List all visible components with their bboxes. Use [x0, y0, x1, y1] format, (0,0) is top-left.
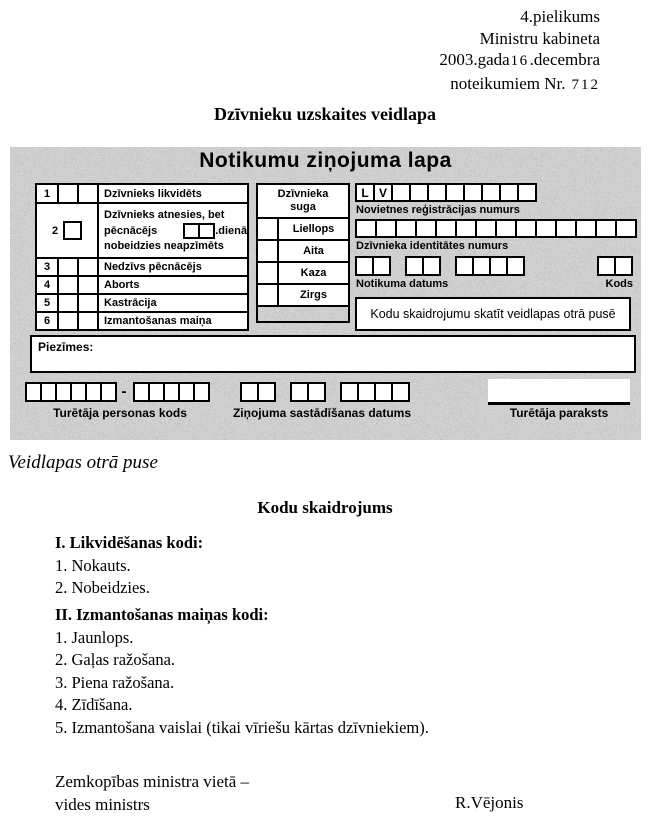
- mark-box: [77, 313, 97, 329]
- event-report-form: [10, 147, 641, 440]
- digit-box: [555, 219, 577, 238]
- registration-numbers-column: [355, 183, 637, 331]
- code-item: 1. Nokauts.: [55, 555, 131, 575]
- digit-box: [615, 219, 637, 238]
- species-checkbox: [258, 219, 279, 239]
- code-item: 3. Piena ražošana.: [55, 672, 175, 692]
- section-title: II. Izmantošanas maiņas kodi:: [55, 605, 269, 624]
- digit-box: [391, 382, 410, 402]
- event-number: 3: [37, 259, 59, 275]
- digit-box: [481, 183, 501, 202]
- event-row-2: [37, 204, 247, 259]
- event-row-4: [37, 277, 247, 295]
- code-label: Kods: [605, 278, 633, 290]
- event-number: 5: [37, 295, 59, 311]
- minister-title-line1: Zemkopības ministra vietā –: [55, 772, 250, 791]
- digit-box: [183, 223, 200, 239]
- country-code-letter: L: [355, 183, 375, 202]
- report-month-boxes: [290, 382, 326, 402]
- minister-title-line2: vides ministrs: [55, 795, 150, 814]
- species-checkbox: [258, 263, 279, 283]
- holding-number-label: Novietnes reģistrācijas numurs: [356, 204, 520, 216]
- digit-box: [499, 183, 519, 202]
- digit-box: [372, 256, 391, 276]
- annex-line-2: Ministru kabineta: [479, 28, 600, 48]
- species-label: Liellops: [292, 223, 335, 235]
- event-mark-boxes: [59, 259, 99, 275]
- annex-line-3: 2003.gada16.decembra: [439, 50, 600, 69]
- event-label: Kastrācija: [104, 297, 157, 309]
- personal-code-label: Turētāja personas kods: [53, 406, 187, 420]
- mark-box: [77, 295, 97, 311]
- event-row-3: [37, 259, 247, 277]
- holding-number-boxes: [355, 183, 637, 202]
- event-number-and-checkbox: [37, 204, 99, 257]
- code-item: 4. Zīdīšana.: [55, 695, 133, 714]
- form-bottom-row: [10, 382, 641, 432]
- mark-box: [59, 259, 77, 275]
- digit-box: [595, 219, 617, 238]
- species-row: [258, 263, 348, 285]
- digit-box: [517, 183, 537, 202]
- digit-box: [193, 382, 210, 402]
- event-mark-boxes: [59, 277, 99, 293]
- species-label: Kaza: [300, 267, 327, 279]
- report-day-boxes: [240, 382, 276, 402]
- code-item: 5. Izmantošana vaislai (tikai vīriešu kārtas dzīvniekiem).: [55, 717, 429, 737]
- digit-box: [355, 219, 377, 238]
- event-date-and-code-boxes: [355, 256, 637, 276]
- mark-box: [77, 185, 97, 202]
- minister-title-block: [55, 770, 249, 816]
- mark-box: [77, 277, 97, 293]
- event-month-boxes: [405, 256, 441, 276]
- species-row: [258, 285, 348, 307]
- event-label: Nedzīvs pēcnācējs: [104, 261, 202, 273]
- digit-box: [535, 219, 557, 238]
- digit-box: [427, 183, 447, 202]
- digit-box: [391, 183, 411, 202]
- event-number: 2: [51, 224, 59, 237]
- digit-box: [375, 219, 397, 238]
- annex-line-1: 4.pielikums: [520, 7, 600, 26]
- digit-box: [307, 382, 326, 402]
- code-explanation-note: Kodu skaidrojumu skatīt veidlapas otrā pusē: [355, 297, 631, 331]
- minister-name: R.Vējonis: [455, 793, 524, 812]
- report-date-label: Ziņojuma sastādīšanas datums: [232, 406, 412, 420]
- event-day-boxes: [355, 256, 391, 276]
- digit-box: [415, 219, 437, 238]
- document-title: Dzīvnieku uzskaites veidlapa: [213, 104, 437, 124]
- digit-box: [200, 223, 215, 239]
- digit-box: [455, 219, 477, 238]
- event-mark-boxes: [59, 313, 99, 329]
- mark-box: [59, 277, 77, 293]
- animal-id-boxes: [355, 219, 637, 238]
- digit-box: [614, 256, 633, 276]
- digit-box: [422, 256, 441, 276]
- mark-box: [77, 259, 97, 275]
- report-year-boxes: [340, 382, 410, 402]
- digit-box: [495, 219, 517, 238]
- code-item: 2. Gaļas ražošana.: [55, 650, 176, 669]
- code-item: 2. Nobeidzies.: [55, 578, 150, 597]
- country-code-letter: V: [373, 183, 393, 202]
- digit-box: [435, 219, 457, 238]
- event-number: 4: [37, 277, 59, 293]
- event-row-1: [37, 185, 247, 204]
- form-back-side-label: Veidlapas otrā puse: [8, 452, 158, 473]
- species-header: Dzīvnieka suga: [258, 185, 348, 219]
- annex-reference: [439, 6, 600, 96]
- event-label-multiline: Dzīvnieks atnesies, bet pēcnācējs .dienā nobeidzies neapzīmēts: [104, 209, 247, 252]
- personal-code-hyphen: -: [121, 383, 127, 400]
- event-label: Aborts: [104, 279, 140, 291]
- digit-box: [515, 219, 537, 238]
- digit-box: [257, 382, 276, 402]
- digit-box: [395, 219, 417, 238]
- digit-box: [575, 219, 597, 238]
- mark-box: [59, 313, 77, 329]
- personal-code-part2-boxes: [133, 382, 210, 402]
- species-checkbox: [258, 285, 279, 305]
- digit-box: [475, 219, 497, 238]
- codes-heading: Kodu skaidrojums: [257, 498, 393, 517]
- event-label: Dzīvnieks likvidēts: [104, 187, 202, 200]
- form-header-title: Notikumu ziņojuma lapa: [199, 149, 452, 172]
- event-date-label: Notikuma datums: [356, 278, 449, 290]
- event-year-boxes: [455, 256, 525, 276]
- event-mark-boxes: [59, 295, 99, 311]
- species-table: [256, 183, 350, 323]
- species-label: Aita: [303, 245, 324, 257]
- personal-code-part1-boxes: [25, 382, 117, 402]
- digit-box: [445, 183, 465, 202]
- species-row: [258, 219, 348, 241]
- digit-box: [409, 183, 429, 202]
- event-mark-boxes: [59, 185, 99, 202]
- animal-id-label: Dzīvnieka identitātes numurs: [356, 240, 509, 252]
- liquidation-codes-section: [55, 532, 203, 600]
- digit-box: [506, 256, 525, 276]
- day-number-boxes: [183, 223, 215, 239]
- mark-box: [59, 185, 77, 202]
- species-row: [258, 241, 348, 263]
- species-label: Zirgs: [300, 289, 327, 301]
- event-code-boxes: [597, 256, 633, 276]
- event-row-6: [37, 313, 247, 329]
- event-number: 1: [37, 185, 59, 202]
- digit-box: [100, 382, 117, 402]
- event-label: Izmantošanas maiņa: [104, 315, 212, 327]
- event-number: 6: [37, 313, 59, 329]
- signature-line: [488, 379, 630, 405]
- usage-change-codes-section: [55, 604, 429, 739]
- digit-box: [463, 183, 483, 202]
- event-type-table: [35, 183, 249, 331]
- event-row-5: [37, 295, 247, 313]
- section-title: I. Likvidēšanas kodi:: [55, 533, 204, 552]
- mark-box: [59, 295, 77, 311]
- signature-label: Turētāja paraksts: [509, 406, 609, 420]
- event-checkbox: [63, 221, 82, 240]
- decree-day-value: 16: [510, 53, 529, 69]
- decree-number-value: 712: [571, 76, 600, 93]
- notes-box: Piezīmes:: [30, 335, 636, 373]
- code-item: 1. Jaunlops.: [55, 627, 134, 647]
- annex-line-4: noteikumiem Nr. 712: [450, 73, 600, 93]
- species-checkbox: [258, 241, 279, 261]
